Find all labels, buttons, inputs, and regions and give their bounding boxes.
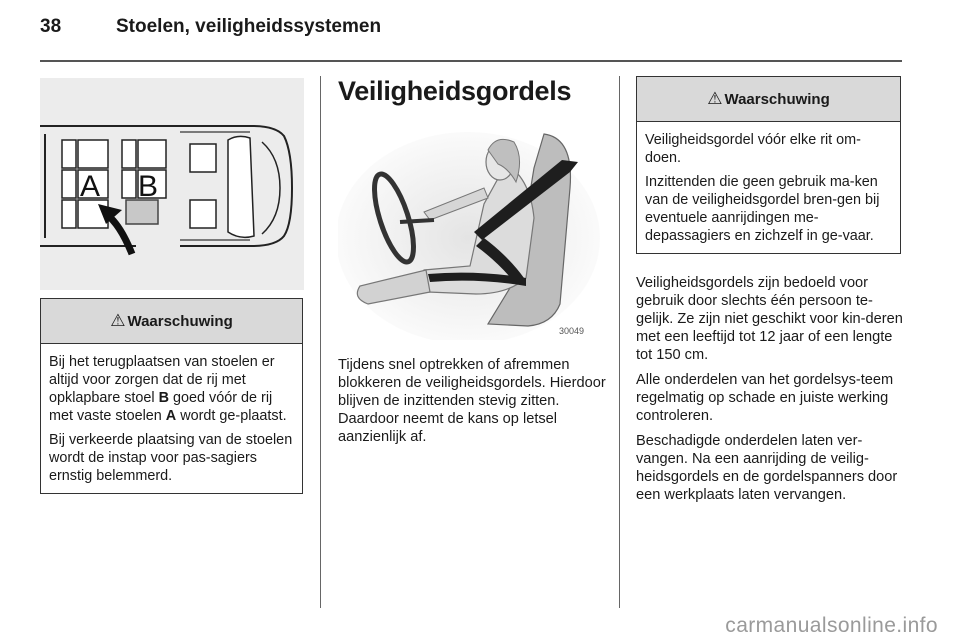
column-divider-left <box>320 76 321 608</box>
section-heading: Veiligheidsgordels <box>338 76 572 106</box>
left-warning-para2: Bij verkeerde plaatsing van de stoelen wordt de instap voor pas-sagiers ernstig belemmerd. <box>49 432 293 484</box>
right-warning-para2: Inzittenden die geen gebruik ma-ken van de veiligheidsgordel bren-gen bij eventuele aanrijdingen me-depassagiers en zichzelf in ge-vaar. <box>645 174 880 244</box>
page-header <box>40 16 381 38</box>
right-warning-body <box>637 122 900 253</box>
right-warning-title: Waarschuwing <box>724 90 830 108</box>
right-paragraph-2: Alle onderdelen van het gordelsys-teem regelmatig op schade en juiste werking controleren. <box>636 372 894 424</box>
page-number: 38 <box>40 16 62 37</box>
warning-triangle-icon: ⚠ <box>110 311 126 330</box>
column-divider-right <box>619 76 620 608</box>
right-warning-box <box>636 76 901 254</box>
left-warning-title: Waarschuwing <box>127 312 233 330</box>
label-a: A <box>79 170 101 203</box>
figure-code: 30049 <box>558 326 584 336</box>
middle-text <box>338 356 608 453</box>
seat-layout-figure <box>40 78 304 290</box>
middle-paragraph: Tijdens snel optrekken of afremmen blokkeren de veiligheidsgordels. Hierdoor blijven de inzittenden stevig zitten. Daardoor neemt de kans op letsel aanzienlijk af. <box>338 357 606 445</box>
watermark: carmanualsonline.info <box>725 614 938 637</box>
right-warning-para1: Veiligheidsgordel vóór elke rit om-doen. <box>645 132 861 166</box>
right-warning-header <box>637 77 900 122</box>
left-warning-box <box>40 298 303 494</box>
right-paragraph-3: Beschadigde onderdelen laten ver-vangen. Na een aanrijding de veilig-heidsgordels en de gordelspanners door een werkplaats laten vervangen. <box>636 433 898 503</box>
header-rule <box>40 60 902 62</box>
left-warning-header <box>41 299 302 344</box>
section-title: Stoelen, veiligheidssystemen <box>116 16 382 37</box>
right-text <box>636 274 906 511</box>
warning-triangle-icon: ⚠ <box>707 89 723 108</box>
seatbelt-figure <box>338 128 602 340</box>
left-warning-para1: Bij het terugplaatsen van stoelen er altijd voor zorgen dat de rij met opklapbare stoel B goed vóór de rij met vaste stoelen A wordt ge-plaatst. <box>49 354 287 424</box>
right-paragraph-1: Veiligheidsgordels zijn bedoeld voor gebruik door slechts één persoon te-gelijk. Ze zijn niet geschikt voor kin-deren met een leeftijd tot 12 jaar of een lengte tot 150 cm. <box>636 275 903 363</box>
left-warning-body <box>41 344 302 493</box>
label-b: B <box>137 170 159 203</box>
